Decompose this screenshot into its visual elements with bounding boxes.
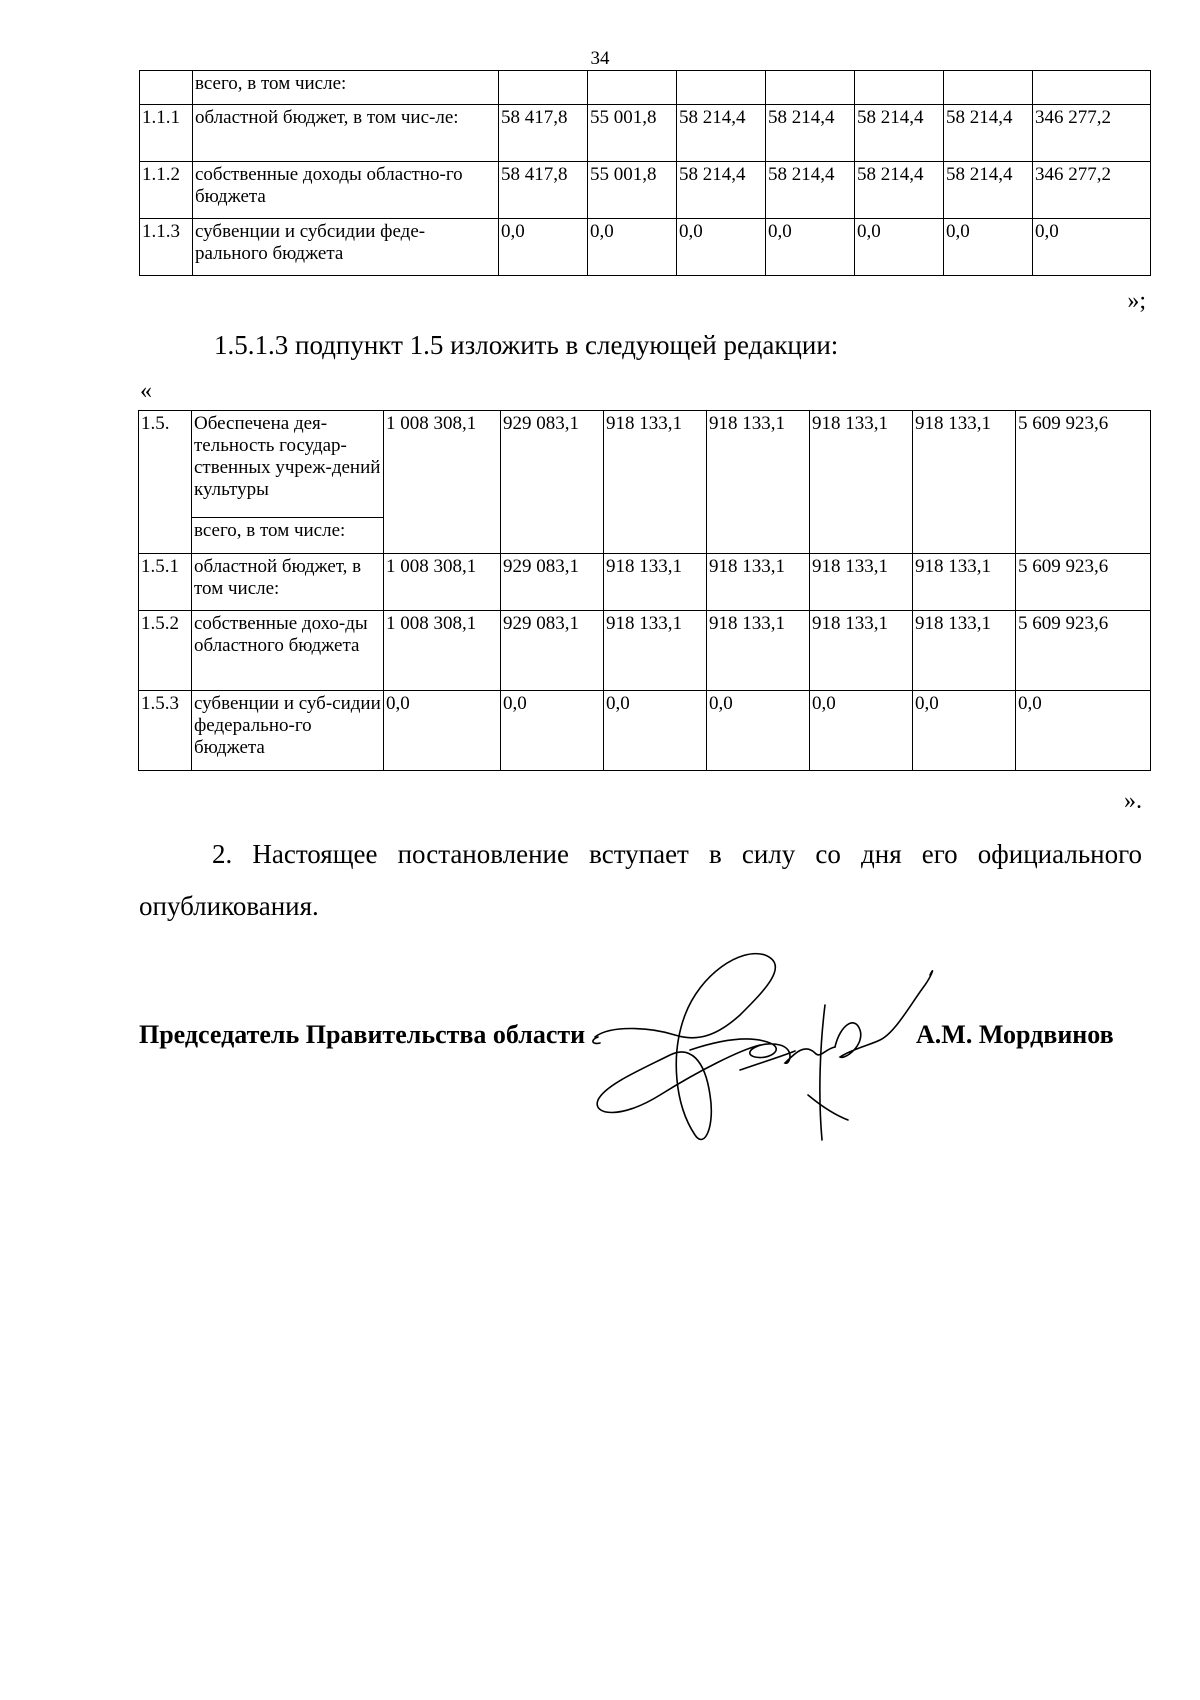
row-number: 1.5.2 bbox=[139, 611, 192, 691]
signatory-position: Председатель Правительства области bbox=[139, 1020, 586, 1049]
table-cell: 5 609 923,6 bbox=[1016, 411, 1151, 554]
table-cell: 918 133,1 bbox=[707, 611, 810, 691]
table-cell: 918 133,1 bbox=[707, 554, 810, 611]
table-cell: 0,0 bbox=[677, 219, 766, 276]
table-cell: 346 277,2 bbox=[1033, 105, 1151, 162]
table-cell bbox=[855, 71, 944, 105]
row-label: областной бюджет, в том числе: bbox=[192, 554, 384, 611]
table-row bbox=[139, 611, 1151, 691]
row-label: всего, в том числе: bbox=[193, 71, 499, 105]
subitem-heading: 1.5.1.3 подпункт 1.5 изложить в следующей редакции: bbox=[214, 330, 839, 360]
table-cell bbox=[1033, 71, 1151, 105]
table-row bbox=[139, 411, 1151, 518]
table-cell: 1 008 308,1 bbox=[384, 611, 501, 691]
row-number: 1.5.1 bbox=[139, 554, 192, 611]
row-number: 1.1.1 bbox=[140, 105, 193, 162]
handwritten-signature bbox=[590, 945, 950, 1160]
table-cell bbox=[588, 71, 677, 105]
table-cell: 929 083,1 bbox=[501, 411, 604, 554]
row-sublabel: всего, в том числе: bbox=[192, 518, 384, 554]
table-row bbox=[140, 219, 1151, 276]
row-number: 1.1.2 bbox=[140, 162, 193, 219]
table-cell: 58 214,4 bbox=[855, 162, 944, 219]
table-cell: 0,0 bbox=[501, 691, 604, 771]
row-label: областной бюджет, в том чис-ле: bbox=[193, 105, 499, 162]
table-cell: 5 609 923,6 bbox=[1016, 554, 1151, 611]
table-cell: 0,0 bbox=[1016, 691, 1151, 771]
table-cell: 58 214,4 bbox=[677, 105, 766, 162]
table-cell: 58 417,8 bbox=[499, 105, 588, 162]
table-cell: 918 133,1 bbox=[810, 611, 913, 691]
table-cell: 58 214,4 bbox=[855, 105, 944, 162]
signatory-name: А.М. Мордвинов bbox=[916, 1020, 1114, 1049]
table-cell: 1 008 308,1 bbox=[384, 411, 501, 554]
table-row bbox=[140, 162, 1151, 219]
table-cell: 918 133,1 bbox=[810, 554, 913, 611]
closing-quote: ». bbox=[1124, 788, 1142, 814]
table-row bbox=[139, 554, 1151, 611]
table-cell: 918 133,1 bbox=[604, 611, 707, 691]
row-label: субвенции и субсидии феде-рального бюджета bbox=[193, 219, 499, 276]
table-row bbox=[140, 71, 1151, 105]
table-cell: 918 133,1 bbox=[810, 411, 913, 554]
table-cell bbox=[677, 71, 766, 105]
row-number: 1.1.3 bbox=[140, 219, 193, 276]
table-cell: 0,0 bbox=[604, 691, 707, 771]
table-cell: 55 001,8 bbox=[588, 162, 677, 219]
table-cell: 0,0 bbox=[384, 691, 501, 771]
budget-table-1-1 bbox=[139, 70, 1151, 276]
table-cell: 58 214,4 bbox=[766, 105, 855, 162]
clause-2-text: 2. Настоящее постановление вступает в силу со дня его официального опубликования. bbox=[139, 839, 1142, 921]
table-cell: 0,0 bbox=[588, 219, 677, 276]
table-cell: 0,0 bbox=[707, 691, 810, 771]
table-cell: 55 001,8 bbox=[588, 105, 677, 162]
table-cell: 918 133,1 bbox=[604, 554, 707, 611]
row-label: Обеспечена дея-тельность государ-ственных учреж-дений культуры bbox=[192, 411, 384, 518]
table-cell bbox=[499, 71, 588, 105]
table-cell: 346 277,2 bbox=[1033, 162, 1151, 219]
table-cell: 0,0 bbox=[855, 219, 944, 276]
closing-quote: »; bbox=[1127, 288, 1146, 314]
row-label: собственные доходы областно-го бюджета bbox=[193, 162, 499, 219]
table-row bbox=[140, 105, 1151, 162]
table-cell: 1 008 308,1 bbox=[384, 554, 501, 611]
table-cell: 929 083,1 bbox=[501, 611, 604, 691]
table-cell: 58 214,4 bbox=[766, 162, 855, 219]
page-number: 34 bbox=[590, 48, 610, 69]
row-number: 1.5.3 bbox=[139, 691, 192, 771]
table-cell: 5 609 923,6 bbox=[1016, 611, 1151, 691]
table-cell: 58 214,4 bbox=[944, 162, 1033, 219]
table-cell: 918 133,1 bbox=[913, 554, 1016, 611]
row-label: субвенции и суб-сидии федерально-го бюджета bbox=[192, 691, 384, 771]
table-cell: 929 083,1 bbox=[501, 554, 604, 611]
table-cell: 0,0 bbox=[810, 691, 913, 771]
table-cell: 58 417,8 bbox=[499, 162, 588, 219]
table-cell: 0,0 bbox=[766, 219, 855, 276]
table-cell: 0,0 bbox=[499, 219, 588, 276]
row-number: 1.5. bbox=[139, 411, 192, 554]
budget-table-1-5 bbox=[138, 410, 1151, 771]
table-cell: 918 133,1 bbox=[707, 411, 810, 554]
table-cell: 58 214,4 bbox=[944, 105, 1033, 162]
table-cell: 0,0 bbox=[944, 219, 1033, 276]
table-cell bbox=[944, 71, 1033, 105]
table-cell: 918 133,1 bbox=[604, 411, 707, 554]
table-cell: 918 133,1 bbox=[913, 411, 1016, 554]
row-label: собственные дохо-ды областного бюджета bbox=[192, 611, 384, 691]
table-cell: 0,0 bbox=[1033, 219, 1151, 276]
row-number bbox=[140, 71, 193, 105]
table-cell: 58 214,4 bbox=[677, 162, 766, 219]
table-cell bbox=[766, 71, 855, 105]
opening-quote: « bbox=[140, 378, 152, 404]
table-cell: 0,0 bbox=[913, 691, 1016, 771]
table-row bbox=[139, 691, 1151, 771]
table-cell: 918 133,1 bbox=[913, 611, 1016, 691]
